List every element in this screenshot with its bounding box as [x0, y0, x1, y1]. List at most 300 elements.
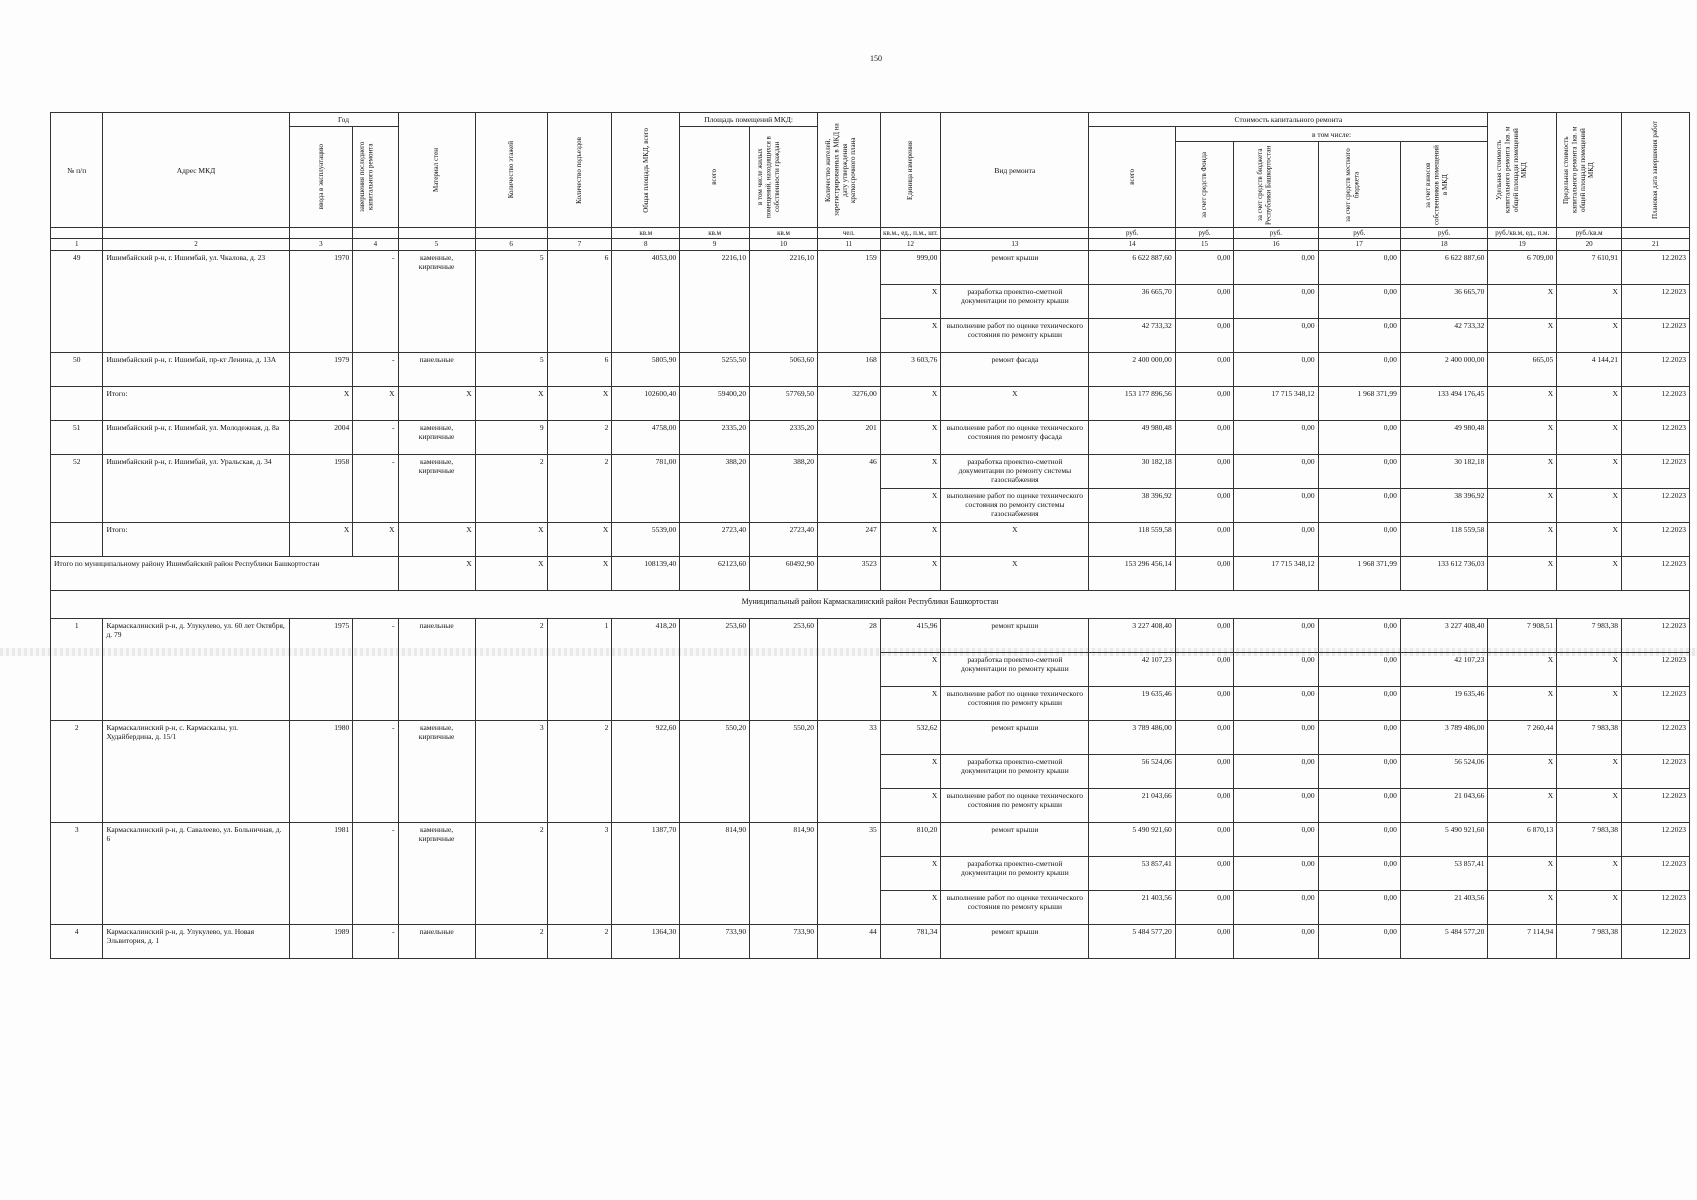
cell-max-cost: X [1557, 386, 1622, 420]
header-wall-material: Материал стен [398, 113, 475, 228]
cell-cost-total: 3 789 486,00 [1089, 721, 1175, 755]
cell-address: Ишимбайский р-н, г. Ишимбай, ул. Чкалова, д. 23 [103, 250, 289, 352]
header-entrances: Количество подъездов [547, 113, 612, 228]
cell-max-cost: X [1557, 522, 1622, 556]
cell-address: Итого: [103, 522, 289, 556]
header-unit: Единица измерения [880, 113, 941, 228]
cell-work-type: разработка проектно-сметной документации по ремонту крыши [941, 284, 1089, 318]
cell-cost-fund: 0,00 [1175, 857, 1234, 891]
cell-work-type: ремонт крыши [941, 925, 1089, 959]
cell-work-type: X [941, 556, 1089, 590]
cell-premises-total: 814,90 [680, 823, 750, 925]
cell-deadline: 12.2023 [1621, 789, 1689, 823]
cell-max-cost: X [1557, 687, 1622, 721]
cell-premises-total: 253,60 [680, 619, 750, 721]
cell-cost-local: 0,00 [1318, 352, 1400, 386]
cell-unit-cost: X [1488, 653, 1557, 687]
cell-wall-material: каменные, кирпичные [398, 823, 475, 925]
cell-work-type: ремонт фасада [941, 352, 1089, 386]
cell-year-commission: X [289, 386, 353, 420]
cell-cost-local: 0,00 [1318, 721, 1400, 755]
cell-cost-owners: 30 182,18 [1400, 454, 1487, 488]
cell-deadline: 12.2023 [1621, 925, 1689, 959]
cell-cost-owners: 5 484 577,20 [1400, 925, 1487, 959]
units-row: кв.м кв.м кв.м чел. кв.м., ед., п.м., шт. руб. руб. руб. руб. руб. руб./кв.м, ед., п.м. руб./кв.м [51, 228, 1690, 239]
cell-work-type: разработка проектно-сметной документации по ремонту системы газоснабжения [941, 454, 1089, 488]
cell-entrances: 2 [547, 420, 612, 454]
cell-work-type: ремонт крыши [941, 250, 1089, 284]
cell-cost-republic: 0,00 [1234, 857, 1318, 891]
cell-unit-cost: 6 870,13 [1488, 823, 1557, 857]
cell-cost-fund: 0,00 [1175, 352, 1234, 386]
cell-unit: X [880, 687, 941, 721]
cell-cost-owners: 38 396,92 [1400, 488, 1487, 522]
cell-max-cost: X [1557, 284, 1622, 318]
cell-unit: X [880, 891, 941, 925]
cell-max-cost: X [1557, 488, 1622, 522]
cell-unit: X [880, 284, 941, 318]
cell-unit-cost: X [1488, 522, 1557, 556]
cell-cost-fund: 0,00 [1175, 653, 1234, 687]
cell-total-area: 1364,30 [612, 925, 680, 959]
cell-cost-local: 0,00 [1318, 857, 1400, 891]
cell-cost-owners: 2 400 000,00 [1400, 352, 1487, 386]
table-row [51, 619, 1690, 653]
cell-work-type: выполнение работ по оценке технического состояния по ремонту крыши [941, 891, 1089, 925]
cell-wall-material: каменные, кирпичные [398, 250, 475, 352]
cell-cost-local: 0,00 [1318, 318, 1400, 352]
cell-cost-republic: 0,00 [1234, 891, 1318, 925]
cell-residents: 46 [817, 454, 880, 522]
cell-cost-total: 38 396,92 [1089, 488, 1175, 522]
cell-entrances: 6 [547, 250, 612, 352]
cell-unit-cost: X [1488, 857, 1557, 891]
cell-cost-fund: 0,00 [1175, 687, 1234, 721]
cell-max-cost: X [1557, 556, 1622, 590]
cell-year-commission: 2004 [289, 420, 353, 454]
cell-unit: 532,62 [880, 721, 941, 755]
cell-cost-republic: 17 715 348,12 [1234, 556, 1318, 590]
cell-work-type: разработка проектно-сметной документации по ремонту крыши [941, 653, 1089, 687]
cell-deadline: 12.2023 [1621, 522, 1689, 556]
cell-cost-fund: 0,00 [1175, 250, 1234, 284]
cell-year-last-repair: - [353, 619, 398, 721]
header-cost-republic: за счет средств бюджета Республики Башкортостан [1234, 142, 1318, 228]
cell-work-type: разработка проектно-сметной документации по ремонту крыши [941, 857, 1089, 891]
cell-work-type: X [941, 522, 1089, 556]
header-year-last-repair: завершения последнего капитального ремонта [353, 127, 398, 228]
cell-entrances: 2 [547, 925, 612, 959]
cell-year-commission: X [289, 522, 353, 556]
cell-cost-owners: 6 622 887,60 [1400, 250, 1487, 284]
cell-cost-total: 5 490 921,60 [1089, 823, 1175, 857]
cell-deadline: 12.2023 [1621, 721, 1689, 755]
cell-work-type: выполнение работ по оценке технического состояния по ремонту фасада [941, 420, 1089, 454]
cell-cost-local: 0,00 [1318, 789, 1400, 823]
cell-wall-material: X [398, 386, 475, 420]
header-address: Адрес МКД [103, 113, 289, 228]
cell-cost-republic: 17 715 348,12 [1234, 386, 1318, 420]
cell-premises-total: 5255,50 [680, 352, 750, 386]
cell-unit-cost: 6 709,00 [1488, 250, 1557, 284]
cell-wall-material: панельные [398, 619, 475, 721]
cell-cost-owners: 118 559,58 [1400, 522, 1487, 556]
cell-max-cost: 4 144,21 [1557, 352, 1622, 386]
cell-total-area: 5539,00 [612, 522, 680, 556]
cell-floors: X [475, 386, 547, 420]
cell-cost-owners: 49 980,48 [1400, 420, 1487, 454]
cell-cost-republic: 0,00 [1234, 653, 1318, 687]
header-residents: Количество жителей, зарегистрированных в МКД на дату утверждения краткосрочного плана [817, 113, 880, 228]
cell-unit-cost: X [1488, 687, 1557, 721]
cell-address: Кармаскалинский р-н, с. Кармаскалы, ул. Худайбердина, д. 15/1 [103, 721, 289, 823]
cell-unit: X [880, 454, 941, 488]
cell-residents: 159 [817, 250, 880, 352]
cell-floors: 2 [475, 925, 547, 959]
cell-cost-local: 0,00 [1318, 687, 1400, 721]
cell-cost-total: 153 177 896,56 [1089, 386, 1175, 420]
cell-wall-material: X [398, 556, 475, 590]
cell-no: 49 [51, 250, 103, 352]
cell-cost-fund: 0,00 [1175, 318, 1234, 352]
cell-cost-fund: 0,00 [1175, 925, 1234, 959]
cell-unit-cost: X [1488, 454, 1557, 488]
cell-cost-republic: 0,00 [1234, 721, 1318, 755]
cell-work-type: выполнение работ по оценке технического состояния по ремонту крыши [941, 318, 1089, 352]
cell-deadline: 12.2023 [1621, 619, 1689, 653]
cell-premises-total: 62123,60 [680, 556, 750, 590]
cell-year-commission: 1981 [289, 823, 353, 925]
cell-no [51, 522, 103, 556]
section-title: Муниципальный район Кармаскалинский район Республики Башкортостан [51, 590, 1690, 619]
cell-floors: 2 [475, 823, 547, 925]
cell-address: Итого по муниципальному району Ишимбайский район Республики Башкортостан [51, 556, 399, 590]
cell-cost-total: 42 107,23 [1089, 653, 1175, 687]
cell-deadline: 12.2023 [1621, 420, 1689, 454]
cell-cost-republic: 0,00 [1234, 755, 1318, 789]
cell-address: Кармаскалинский р-н, д. Улукулево, ул. Новая Эльвитория, д. 1 [103, 925, 289, 959]
cell-total-area: 102600,40 [612, 386, 680, 420]
cell-floors: 3 [475, 721, 547, 823]
cell-address: Итого: [103, 386, 289, 420]
cell-cost-republic: 0,00 [1234, 454, 1318, 488]
cell-cost-total: 56 524,06 [1089, 755, 1175, 789]
subtotal-row [51, 386, 1690, 420]
cell-deadline: 12.2023 [1621, 284, 1689, 318]
cell-unit-cost: X [1488, 284, 1557, 318]
table-row [51, 454, 1690, 488]
cell-cost-local: 0,00 [1318, 454, 1400, 488]
cell-deadline: 12.2023 [1621, 891, 1689, 925]
cell-address: Кармаскалинский р-н, д. Савалеево, ул. Больничная, д. 6 [103, 823, 289, 925]
cell-year-last-repair: - [353, 420, 398, 454]
cell-cost-republic: 0,00 [1234, 687, 1318, 721]
cell-no: 4 [51, 925, 103, 959]
cell-cost-fund: 0,00 [1175, 721, 1234, 755]
cell-unit: X [880, 653, 941, 687]
cell-residents: 3523 [817, 556, 880, 590]
cell-cost-owners: 133 494 176,45 [1400, 386, 1487, 420]
cell-year-commission: 1980 [289, 721, 353, 823]
cell-year-commission: 1975 [289, 619, 353, 721]
cell-cost-owners: 3 789 486,00 [1400, 721, 1487, 755]
cell-max-cost: X [1557, 454, 1622, 488]
cell-no: 51 [51, 420, 103, 454]
cell-unit: X [880, 386, 941, 420]
cell-no: 52 [51, 454, 103, 522]
section-heading-row [51, 590, 1690, 619]
cell-unit: X [880, 488, 941, 522]
cell-cost-republic: 0,00 [1234, 789, 1318, 823]
cell-entrances: 3 [547, 823, 612, 925]
cell-cost-republic: 0,00 [1234, 925, 1318, 959]
subtotal-row [51, 522, 1690, 556]
cell-cost-fund: 0,00 [1175, 488, 1234, 522]
cell-premises-total: 2335,20 [680, 420, 750, 454]
cell-address: Ишимбайский р-н, г. Ишимбай, пр-кт Ленина, д. 13А [103, 352, 289, 386]
cell-cost-republic: 0,00 [1234, 420, 1318, 454]
cell-cost-owners: 42 733,32 [1400, 318, 1487, 352]
header-cost: Стоимость капитального ремонта [1089, 113, 1488, 127]
cell-cost-local: 0,00 [1318, 522, 1400, 556]
cell-cost-fund: 0,00 [1175, 755, 1234, 789]
cell-entrances: 6 [547, 352, 612, 386]
cell-deadline: 12.2023 [1621, 318, 1689, 352]
cell-cost-owners: 19 635,46 [1400, 687, 1487, 721]
cell-unit-cost: X [1488, 420, 1557, 454]
cell-premises-total: 2216,10 [680, 250, 750, 352]
cell-unit-cost: X [1488, 488, 1557, 522]
cell-cost-owners: 21 043,66 [1400, 789, 1487, 823]
cell-cost-local: 0,00 [1318, 284, 1400, 318]
header-cost-owners: за счет взносов собственников помещений в МКД [1400, 142, 1487, 228]
cell-work-type: выполнение работ по оценке технического состояния по ремонту системы газоснабжения [941, 488, 1089, 522]
header-total-area: Общая площадь МКД, всего [612, 113, 680, 228]
header-no: № п/п [51, 113, 103, 228]
header-work-type: Вид ремонта [941, 113, 1089, 228]
cell-cost-local: 0,00 [1318, 420, 1400, 454]
cell-unit: X [880, 755, 941, 789]
cell-unit: 810,20 [880, 823, 941, 857]
cell-cost-fund: 0,00 [1175, 420, 1234, 454]
cell-max-cost: 7 983,38 [1557, 619, 1622, 653]
cell-unit: X [880, 556, 941, 590]
table-row [51, 925, 1690, 959]
cell-work-type: выполнение работ по оценке технического состояния по ремонту крыши [941, 789, 1089, 823]
cell-unit-cost: X [1488, 755, 1557, 789]
cell-max-cost: 7 983,38 [1557, 925, 1622, 959]
cell-unit: X [880, 857, 941, 891]
cell-cost-republic: 0,00 [1234, 823, 1318, 857]
cell-cost-total: 21 043,66 [1089, 789, 1175, 823]
cell-cost-local: 0,00 [1318, 653, 1400, 687]
cell-no: 1 [51, 619, 103, 721]
header-cost-total: всего [1089, 127, 1175, 228]
cell-year-commission: 1989 [289, 925, 353, 959]
cell-work-type: ремонт крыши [941, 619, 1089, 653]
cell-cost-local: 0,00 [1318, 823, 1400, 857]
cell-floors: 9 [475, 420, 547, 454]
cell-residents: 201 [817, 420, 880, 454]
cell-premises-private: 550,20 [750, 721, 818, 823]
cell-wall-material: панельные [398, 352, 475, 386]
cell-cost-owners: 133 612 736,03 [1400, 556, 1487, 590]
header-year-commission: ввода в эксплуатацию [289, 127, 353, 228]
table-row [51, 352, 1690, 386]
cell-unit: X [880, 789, 941, 823]
header-floors: Количество этажей [475, 113, 547, 228]
cell-floors: 2 [475, 454, 547, 522]
cell-max-cost: X [1557, 420, 1622, 454]
cell-entrances: 2 [547, 454, 612, 522]
cell-cost-total: 42 733,32 [1089, 318, 1175, 352]
cell-floors: 5 [475, 352, 547, 386]
cell-year-commission: 1970 [289, 250, 353, 352]
cell-premises-private: 60492,90 [750, 556, 818, 590]
cell-unit: 415,96 [880, 619, 941, 653]
cell-residents: 28 [817, 619, 880, 721]
cell-floors: 2 [475, 619, 547, 721]
cell-wall-material: каменные, кирпичные [398, 420, 475, 454]
cell-cost-total: 21 403,56 [1089, 891, 1175, 925]
repair-plan-table [50, 112, 1690, 959]
cell-entrances: X [547, 522, 612, 556]
cell-cost-total: 49 980,48 [1089, 420, 1175, 454]
cell-residents: 247 [817, 522, 880, 556]
cell-unit-cost: X [1488, 318, 1557, 352]
cell-total-area: 4758,00 [612, 420, 680, 454]
cell-cost-owners: 53 857,41 [1400, 857, 1487, 891]
table-row [51, 250, 1690, 284]
cell-unit: 781,34 [880, 925, 941, 959]
cell-year-last-repair: - [353, 454, 398, 522]
cell-address: Кармаскалинский р-н, д. Улукулево, ул. 60 лет Октября, д. 79 [103, 619, 289, 721]
cell-deadline: 12.2023 [1621, 755, 1689, 789]
header-cost-including: в том числе: [1175, 127, 1488, 142]
table-row [51, 721, 1690, 755]
cell-unit: X [880, 318, 941, 352]
table-row [51, 823, 1690, 857]
cell-cost-total: 3 227 408,40 [1089, 619, 1175, 653]
cell-year-last-repair: - [353, 352, 398, 386]
cell-unit-cost: X [1488, 789, 1557, 823]
cell-max-cost: 7 983,38 [1557, 823, 1622, 857]
cell-cost-republic: 0,00 [1234, 284, 1318, 318]
cell-premises-private: 814,90 [750, 823, 818, 925]
cell-cost-republic: 0,00 [1234, 318, 1318, 352]
cell-cost-total: 30 182,18 [1089, 454, 1175, 488]
cell-cost-republic: 0,00 [1234, 352, 1318, 386]
cell-deadline: 12.2023 [1621, 687, 1689, 721]
cell-residents: 35 [817, 823, 880, 925]
header-cost-fund: за счет средств Фонда [1175, 142, 1234, 228]
cell-unit: X [880, 522, 941, 556]
cell-entrances: 1 [547, 619, 612, 721]
cell-total-area: 5805,90 [612, 352, 680, 386]
cell-deadline: 12.2023 [1621, 857, 1689, 891]
cell-cost-republic: 0,00 [1234, 619, 1318, 653]
cell-premises-private: 733,90 [750, 925, 818, 959]
cell-cost-fund: 0,00 [1175, 891, 1234, 925]
cell-cost-fund: 0,00 [1175, 619, 1234, 653]
cell-residents: 44 [817, 925, 880, 959]
cell-premises-private: 57769,50 [750, 386, 818, 420]
cell-premises-private: 253,60 [750, 619, 818, 721]
cell-entrances: X [547, 386, 612, 420]
cell-max-cost: X [1557, 755, 1622, 789]
cell-unit-cost: 665,05 [1488, 352, 1557, 386]
cell-wall-material: X [398, 522, 475, 556]
cell-address: Ишимбайский р-н, г. Ишимбай, ул. Уральская, д. 34 [103, 454, 289, 522]
cell-premises-private: 2723,40 [750, 522, 818, 556]
cell-cost-total: 19 635,46 [1089, 687, 1175, 721]
cell-cost-local: 0,00 [1318, 250, 1400, 284]
cell-max-cost: 7 983,38 [1557, 721, 1622, 755]
header-deadline: Плановая дата завершения работ [1621, 113, 1689, 228]
cell-deadline: 12.2023 [1621, 352, 1689, 386]
cell-total-area: 418,20 [612, 619, 680, 721]
cell-premises-total: 2723,40 [680, 522, 750, 556]
cell-unit-cost: 7 260,44 [1488, 721, 1557, 755]
column-numbers-row: 1 2 3 4 5 6 7 8 9 10 11 12 13 14 15 16 17 18 19 20 21 [51, 239, 1690, 250]
page-number: 150 [870, 54, 882, 63]
header-year: Год [289, 113, 398, 127]
cell-premises-total: 733,90 [680, 925, 750, 959]
cell-premises-private: 388,20 [750, 454, 818, 522]
cell-cost-total: 6 622 887,60 [1089, 250, 1175, 284]
header-premises-total: всего [680, 127, 750, 228]
cell-cost-local: 0,00 [1318, 619, 1400, 653]
cell-max-cost: X [1557, 318, 1622, 352]
cell-residents: 168 [817, 352, 880, 386]
cell-unit-cost: X [1488, 386, 1557, 420]
cell-unit-cost: X [1488, 556, 1557, 590]
cell-unit: 999,00 [880, 250, 941, 284]
cell-cost-owners: 5 490 921,60 [1400, 823, 1487, 857]
grand-total-row [51, 556, 1690, 590]
table-body [51, 250, 1690, 959]
cell-cost-local: 0,00 [1318, 891, 1400, 925]
cell-cost-fund: 0,00 [1175, 556, 1234, 590]
cell-cost-local: 0,00 [1318, 925, 1400, 959]
cell-deadline: 12.2023 [1621, 454, 1689, 488]
cell-floors: X [475, 522, 547, 556]
cell-premises-private: 2335,20 [750, 420, 818, 454]
cell-deadline: 12.2023 [1621, 653, 1689, 687]
cell-cost-local: 1 968 371,99 [1318, 556, 1400, 590]
cell-unit-cost: X [1488, 891, 1557, 925]
cell-work-type: X [941, 386, 1089, 420]
cell-cost-owners: 21 403,56 [1400, 891, 1487, 925]
cell-work-type: выполнение работ по оценке технического состояния по ремонту крыши [941, 687, 1089, 721]
header-premises-private: в том числе жилых помещений, находящихся в собственности граждан [750, 127, 818, 228]
cell-wall-material: каменные, кирпичные [398, 721, 475, 823]
cell-cost-total: 118 559,58 [1089, 522, 1175, 556]
header-unit-cost: Удельная стоимость капитального ремонта 1кв. м общей площади помещений МКД [1488, 113, 1557, 228]
cell-entrances: X [547, 556, 612, 590]
header-cost-local: за счет средств местного бюджета [1318, 142, 1400, 228]
cell-residents: 3276,00 [817, 386, 880, 420]
cell-wall-material: каменные, кирпичные [398, 454, 475, 522]
cell-deadline: 12.2023 [1621, 488, 1689, 522]
cell-premises-private: 5063,60 [750, 352, 818, 386]
cell-residents: 33 [817, 721, 880, 823]
cell-cost-local: 0,00 [1318, 755, 1400, 789]
cell-max-cost: X [1557, 857, 1622, 891]
cell-work-type: ремонт крыши [941, 823, 1089, 857]
cell-year-last-repair: X [353, 522, 398, 556]
cell-cost-republic: 0,00 [1234, 250, 1318, 284]
